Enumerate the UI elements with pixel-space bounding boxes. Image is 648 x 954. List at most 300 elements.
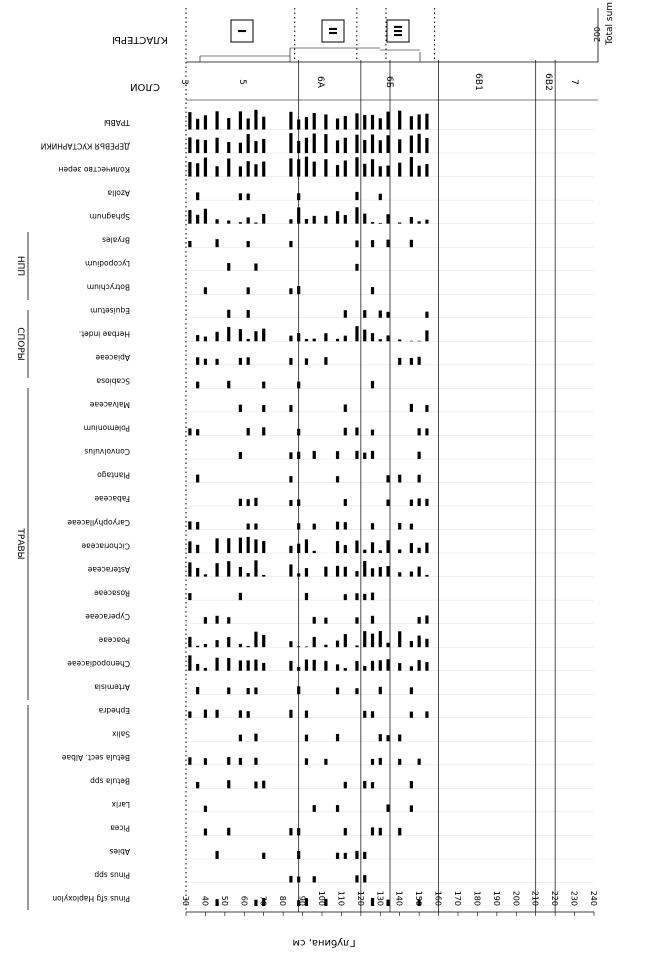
pollen-bar [254, 900, 257, 906]
pollen-bar [344, 594, 347, 600]
pollen-bar [363, 711, 366, 718]
pollen-bar [227, 780, 230, 788]
pollen-bar [239, 499, 242, 506]
pollen-bar [204, 158, 207, 177]
pollen-bar [254, 734, 257, 742]
pollen-bar [196, 475, 199, 483]
pollen-bar [398, 572, 401, 576]
pollen-bar [386, 566, 389, 577]
pollen-bar [227, 538, 230, 553]
pollen-bar [247, 339, 250, 341]
pollen-bar [305, 659, 308, 670]
pollen-bar [305, 339, 308, 341]
pollen-bar [371, 759, 374, 765]
pollen-bar [379, 734, 382, 741]
pollen-bar [363, 140, 366, 153]
total-sum-value: 200 [593, 26, 602, 42]
pollen-bar [379, 687, 382, 694]
pollen-bar [324, 661, 327, 671]
pollen-bar [239, 644, 242, 647]
pollen-bar [313, 216, 316, 224]
pollen-bar [227, 327, 230, 341]
pollen-bar [204, 359, 207, 365]
pollen-bar [371, 711, 374, 718]
pollen-bar [379, 567, 382, 577]
pollen-bar [262, 117, 265, 130]
pollen-bar [410, 116, 413, 129]
pollen-bar [324, 114, 327, 129]
column-label: Apiaceae [95, 353, 130, 363]
pollen-bar [363, 453, 366, 459]
pollen-bar [386, 112, 389, 130]
pollen-bar [204, 710, 207, 718]
pollen-bar [371, 542, 374, 553]
pollen-bar [363, 164, 366, 177]
pollen-bar [215, 899, 218, 906]
pollen-bar [379, 194, 382, 200]
pollen-bar [262, 781, 265, 789]
pollen-bar [227, 142, 230, 153]
depth-tick-label: 120 [355, 890, 365, 906]
pollen-bar [247, 428, 250, 435]
pollen-bar [215, 710, 218, 718]
pollen-bar [371, 287, 374, 294]
column-label: Betula spp [90, 776, 130, 786]
depth-tick-label: 230 [569, 890, 579, 906]
pollen-bar [227, 757, 230, 765]
pollen-bar [336, 476, 339, 482]
pollen-bar [239, 358, 242, 365]
pollen-bar [425, 662, 428, 671]
pollen-bar [313, 876, 316, 882]
pollen-bar [215, 111, 218, 129]
pollen-bar [371, 827, 374, 835]
pollen-bar [254, 660, 257, 671]
pollen-bar [196, 687, 199, 694]
pollen-bar [204, 209, 207, 224]
column-label: Equisetum [90, 306, 130, 315]
pollen-bar [254, 758, 257, 765]
pollen-bar [379, 550, 382, 553]
pollen-bar [371, 430, 374, 436]
pollen-bar [289, 241, 292, 247]
pollen-bar [188, 137, 191, 153]
pollen-bar [371, 616, 374, 624]
pollen-bar [247, 646, 250, 647]
pollen-bar [344, 567, 347, 577]
pollen-bar [410, 404, 413, 412]
column-label: Picea [110, 823, 130, 833]
pollen-bar [313, 805, 316, 812]
pollen-bar [355, 207, 358, 223]
pollen-bar [204, 115, 207, 129]
pollen-bar [336, 688, 339, 695]
pollen-bar [196, 119, 199, 130]
column-label: Azolla [107, 188, 130, 198]
pollen-bar [344, 634, 347, 647]
pollen-bar [371, 523, 374, 529]
depth-tick-label: 150 [414, 890, 424, 906]
group-label: НПП [15, 255, 25, 277]
pollen-bar [262, 853, 265, 859]
pollen-bar [196, 192, 199, 200]
pollen-bar [289, 500, 292, 506]
pollen-bar [227, 561, 230, 576]
pollen-bar [363, 115, 366, 130]
pollen-bar [344, 522, 347, 529]
total-sum-label: Total sum [605, 1, 615, 45]
pollen-bar [344, 782, 347, 789]
pollen-bar [371, 159, 374, 176]
pollen-bar [425, 615, 428, 623]
pollen-bar [371, 222, 374, 224]
pollen-bar [289, 564, 292, 576]
pollen-bar [239, 405, 242, 412]
pollen-bar [313, 134, 316, 154]
pollen-bar [398, 163, 401, 177]
pollen-bar [386, 735, 389, 741]
pollen-bar [371, 661, 374, 671]
pollen-bar [336, 118, 339, 129]
pollen-bar [254, 688, 257, 695]
pollen-bar [379, 223, 382, 224]
pollen-bar [188, 241, 191, 247]
pollen-bar [398, 139, 401, 153]
pollen-bar [254, 632, 257, 648]
pollen-bar [418, 357, 421, 365]
pollen-bar [363, 330, 366, 342]
depth-tick-label: 170 [453, 890, 462, 906]
depth-tick-label: 220 [550, 890, 560, 906]
pollen-bar [247, 524, 250, 530]
pollen-bar [215, 332, 218, 342]
pollen-bar [204, 140, 207, 153]
pollen-bar [386, 312, 389, 318]
pollen-bar [247, 357, 250, 365]
pollen-bar [379, 339, 382, 341]
pollen-bar [313, 524, 316, 530]
pollen-bar [227, 687, 230, 694]
pollen-bar [344, 404, 347, 411]
depth-tick-label: 90 [297, 895, 307, 906]
pollen-bar [305, 539, 308, 553]
pollen-bar [313, 660, 316, 671]
column-label: Asteraceae [87, 564, 130, 574]
pollen-bar [379, 118, 382, 129]
layer-label: 6В2 [543, 73, 553, 91]
pollen-bar [262, 214, 265, 224]
pollen-bar [336, 664, 339, 670]
pollen-bar [371, 568, 374, 576]
column-label: Polemonium [83, 423, 130, 433]
pollen-bar [313, 617, 316, 624]
pollen-bar [425, 499, 428, 506]
pollen-bar [336, 522, 339, 530]
pollen-bar [262, 427, 265, 435]
column-label: Malvaceae [89, 400, 130, 410]
pollen-bar [355, 192, 358, 200]
column-label: Betula sect. Albae [61, 753, 130, 763]
pollen-bar [262, 405, 265, 412]
pollen-bar [398, 340, 401, 342]
pollen-bar [386, 166, 389, 177]
pollen-bar [247, 287, 250, 294]
depth-tick-label: 80 [278, 895, 288, 906]
pollen-bar [227, 617, 230, 623]
pollen-bar [196, 357, 199, 365]
pollen-bar [336, 805, 339, 812]
pollen-bar [289, 876, 292, 883]
pollen-bar [355, 851, 358, 859]
pollen-bar [371, 333, 374, 341]
pollen-bar [204, 617, 207, 623]
pollen-bar [371, 634, 374, 648]
pollen-bar [379, 310, 382, 317]
group-label: ТРАВЫ [15, 528, 25, 560]
layer-label: 6A [315, 76, 325, 88]
pollen-bar [196, 335, 199, 341]
pollen-bar [227, 221, 230, 224]
pollen-bar [247, 134, 250, 153]
pollen-bar [425, 639, 428, 647]
pollen-bar [188, 541, 191, 553]
pollen-bar [324, 645, 327, 647]
pollen-bar [379, 166, 382, 176]
pollen-bar [355, 264, 358, 271]
pollen-bar [254, 498, 257, 506]
pollen-bar [344, 116, 347, 130]
pollen-bar [215, 138, 218, 153]
pollen-bar [386, 643, 389, 647]
pollen-bar [247, 241, 250, 247]
pollen-bar [215, 616, 218, 624]
pollen-bar [247, 537, 250, 553]
column-label: Artemisia [94, 682, 130, 692]
depth-tick-label: 110 [336, 890, 346, 906]
pollen-bar [344, 828, 347, 835]
pollen-bar [355, 326, 358, 341]
pollen-bar [305, 117, 308, 130]
pollen-bar [247, 711, 250, 718]
column-label: Ephedra [98, 706, 130, 715]
pollen-bar [262, 663, 265, 671]
column-label: Caryophyllaceae [67, 517, 130, 527]
pollen-bar [227, 310, 230, 318]
pollen-bar [215, 851, 218, 859]
pollen-bar [410, 217, 413, 224]
pollen-bar [398, 475, 401, 483]
pollen-bar [313, 162, 316, 177]
pollen-bar [398, 222, 401, 223]
pollen-bar [196, 215, 199, 224]
column-label: Poaceae [98, 635, 130, 645]
pollen-bar [227, 658, 230, 671]
pollen-bar [336, 734, 339, 741]
pollen-bar [410, 358, 413, 365]
pollen-bar [289, 476, 292, 482]
pollen-bar [204, 644, 207, 647]
pollen-bar [418, 660, 421, 671]
pollen-bar [188, 655, 191, 670]
pollen-bar [355, 645, 358, 647]
pollen-bar [204, 829, 207, 836]
pollen-bar [355, 541, 358, 554]
pollen-bar [425, 138, 428, 153]
pollen-bar [239, 593, 242, 600]
column-label: Scabiosa [96, 376, 130, 386]
pollen-bar [247, 499, 250, 506]
pollen-bar [215, 239, 218, 247]
pollen-bar [188, 757, 191, 765]
pollen-bar [344, 545, 347, 553]
pollen-bar [305, 568, 308, 577]
pollen-bar [247, 310, 250, 318]
pollen-bar [188, 162, 191, 177]
pollen-bar [289, 288, 292, 294]
pollen-bar [254, 523, 257, 529]
pollen-bar [344, 138, 347, 153]
pollen-bar [410, 240, 413, 247]
pollen-bar [355, 135, 358, 153]
pollen-bar [262, 329, 265, 342]
pollen-bar [324, 134, 327, 153]
pollen-bar [313, 451, 316, 459]
pollen-bar [239, 660, 242, 670]
depth-tick-label: 30 [181, 895, 190, 906]
pollen-bar [239, 538, 242, 553]
column-label: Sphagnum [89, 211, 130, 221]
pollen-bar [410, 666, 413, 670]
pollen-bar [336, 339, 339, 341]
pollen-bar [239, 111, 242, 129]
pollen-bar [262, 635, 265, 647]
pollen-bar [418, 452, 421, 459]
pollen-bar [371, 135, 374, 154]
pollen-bar [289, 828, 292, 835]
layer-label: 6В1 [473, 73, 483, 91]
pollen-bar [247, 217, 250, 223]
depth-tick-label: 100 [317, 890, 326, 906]
pollen-bar [379, 631, 382, 647]
depth-tick-label: 60 [239, 895, 249, 906]
pollen-bar [247, 118, 250, 129]
pollen-bar [324, 216, 327, 224]
pollen-bar [324, 567, 327, 577]
pollen-bar [371, 451, 374, 459]
pollen-bar [188, 428, 191, 435]
depth-tick-label: 240 [589, 890, 598, 906]
pollen-bar [410, 157, 413, 177]
pollen-bar [215, 219, 218, 223]
pollen-bar [398, 358, 401, 365]
pollen-bar [289, 641, 292, 647]
cluster-roman: III [391, 24, 404, 38]
pollen-bar [418, 498, 421, 506]
pollen-bar [379, 828, 382, 836]
pollen-bar [204, 287, 207, 294]
pollen-bar [355, 113, 358, 129]
cluster-roman: I [235, 28, 248, 34]
pollen-bar [418, 617, 421, 624]
pollen-bar [204, 806, 207, 812]
pollen-bar [289, 112, 292, 130]
pollen-bar [355, 688, 358, 694]
pollen-bar [262, 161, 265, 176]
pollen-bar [204, 337, 207, 342]
pollen-bar [386, 540, 389, 553]
cluster-roman: II [326, 26, 339, 36]
pollen-bar [254, 781, 257, 788]
pollen-bar [289, 405, 292, 412]
pollen-bar [410, 712, 413, 718]
pollen-bar [227, 828, 230, 836]
pollen-bar [425, 405, 428, 412]
column-label: Cyperaceae [85, 611, 130, 621]
pollen-bar [305, 358, 308, 364]
pollen-bar [344, 336, 347, 342]
pollen-bar [305, 711, 308, 718]
pollen-bar [425, 220, 428, 224]
pollen-bar [313, 113, 316, 130]
pollen-bar [355, 593, 358, 600]
pollen-bar [254, 223, 257, 224]
pollen-bar [418, 428, 421, 435]
pollen-bar [410, 500, 413, 506]
column-label: Plantago [97, 470, 130, 480]
pollen-bar [215, 166, 218, 176]
pollen-bar [305, 758, 308, 764]
layer-label: 7 [569, 79, 579, 85]
column-label: ДЕРЕВЬЯ КУСТАРНИКИ [40, 141, 130, 151]
pollen-bar [305, 647, 308, 648]
pollen-bar [254, 141, 257, 153]
pollen-bar [425, 711, 428, 717]
pollen-bar [398, 735, 401, 742]
depth-tick-label: 50 [219, 895, 229, 906]
pollen-bar [188, 112, 191, 129]
pollen-bar [386, 335, 389, 341]
pollen-bar [204, 668, 207, 671]
pollen-bar [227, 381, 230, 389]
pollen-bar [398, 828, 401, 836]
pollen-bar [371, 593, 374, 601]
pollen-bar [410, 524, 413, 530]
depth-tick-label: 70 [258, 895, 268, 906]
pollen-bar [262, 139, 265, 153]
pollen-bar [305, 593, 308, 600]
pollen-bar [425, 543, 428, 553]
depth-tick-label: 130 [375, 890, 385, 906]
pollen-bar [227, 263, 230, 271]
pollen-bar [418, 636, 421, 648]
pollen-bar [204, 758, 207, 765]
pollen-bar [324, 759, 327, 765]
pollen-bar [410, 805, 413, 811]
pollen-bar [418, 114, 421, 129]
pollen-bar [344, 428, 347, 436]
pollen-bar [196, 522, 199, 530]
column-label: Salix [112, 729, 130, 739]
depth-axis-title: Глубина, см [292, 937, 356, 948]
column-label: Herbae indet. [78, 329, 130, 339]
column-label: Cichoriaceae [81, 541, 130, 551]
pollen-bar [289, 336, 292, 342]
column-label: Larix [111, 800, 130, 810]
pollen-bar [336, 541, 339, 553]
pollen-bar [247, 660, 250, 670]
column-label: Chenopodiaceae [67, 658, 130, 668]
depth-tick-label: 200 [511, 890, 521, 906]
